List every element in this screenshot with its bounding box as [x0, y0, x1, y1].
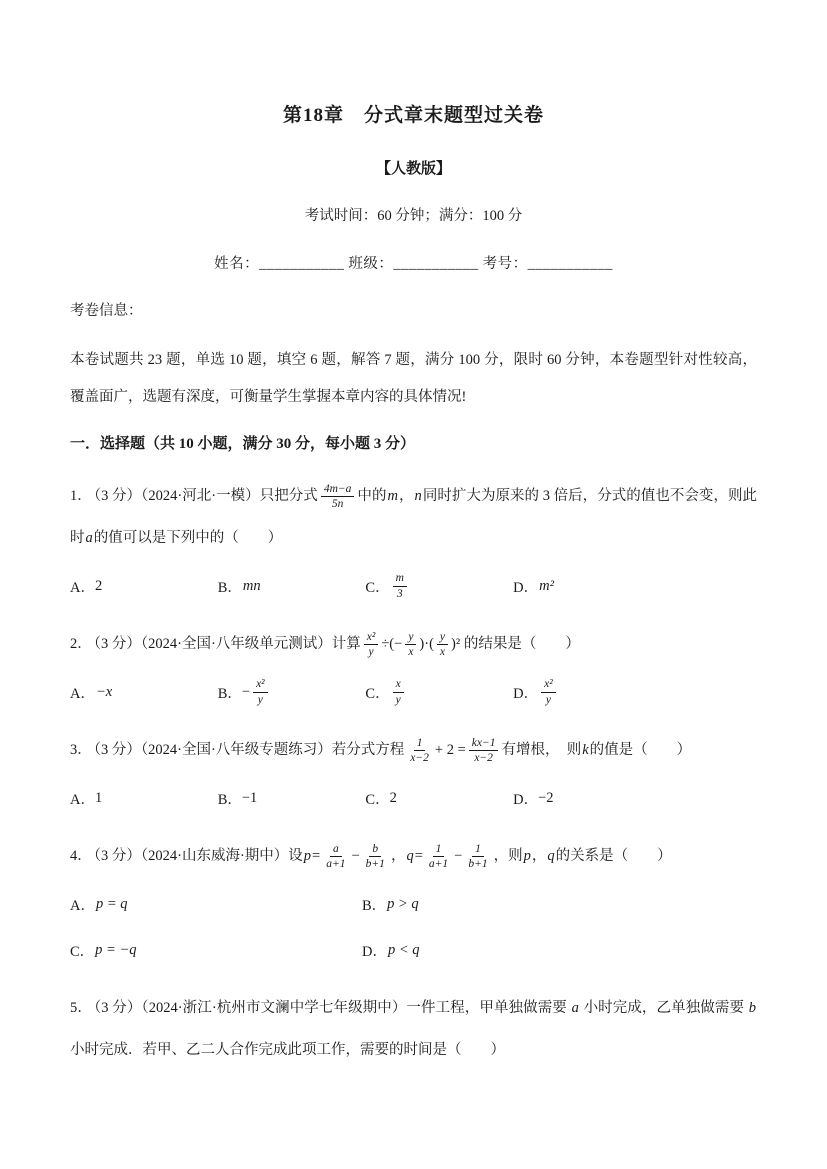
option-label: D．: [361, 943, 387, 960]
option-item: [218, 571, 366, 601]
text-run: 的值可以是下列中的（ ）: [93, 530, 283, 546]
page-title: 第18章 分式章末题型过关卷: [282, 105, 544, 126]
math-expression: k: [582, 742, 589, 758]
exam-no-blank: ___________: [527, 256, 613, 272]
math-expression: mn: [242, 577, 261, 594]
question-item: [70, 475, 757, 601]
option-label: A．: [70, 791, 95, 808]
math-expression: a: [571, 1000, 579, 1016]
exam-info-paragraph: 本卷试题共 23 题，单选 10 题，填空 6 题，解答 7 题，满分 100 分，限时 60 分钟，本卷题型针对性较高，覆盖面广，选题有深度，可衡量学生掌握本章内容的具体情况!: [70, 352, 757, 405]
inline-fraction: $\frac{y}{x}$: [437, 630, 448, 660]
option-item: [365, 783, 513, 813]
text-run: ÷(−: [381, 636, 403, 652]
exam-no-label: 考号：: [482, 256, 528, 272]
question-stem: [70, 623, 757, 665]
inline-fraction: $\frac{\text{x²}}{y}$: [253, 677, 268, 707]
question-stem: [70, 729, 757, 771]
question-number: 1．: [70, 488, 92, 504]
text-run: ，则: [493, 848, 523, 864]
math-expression: a: [85, 530, 93, 546]
math-expression: q: [547, 848, 555, 864]
option-item: [513, 571, 757, 601]
inline-fraction: $\frac{a}{a+1}$: [326, 842, 346, 871]
option-label: D．: [513, 579, 539, 596]
class-blank: ___________: [393, 256, 479, 272]
option-label: B．: [361, 897, 387, 914]
math-expression: p: [303, 848, 312, 864]
text-run: 小时完成．若甲、乙二人合作完成此项工作，需要的时间是（ ）: [70, 1042, 505, 1058]
text-run: )² 的结果是（ ）: [451, 636, 580, 652]
option-label: A．: [70, 897, 95, 914]
edition-label: 【人教版】: [375, 161, 451, 177]
option-item: [70, 889, 362, 919]
math-expression: p: [523, 848, 531, 864]
inline-fraction: $\frac{\text{x²}}{y}$: [541, 677, 556, 707]
text-run: ，: [398, 488, 414, 504]
text-run: 2: [389, 789, 397, 806]
text-run: =: [312, 848, 321, 864]
option-item: [513, 783, 757, 813]
option-item: [70, 783, 218, 813]
math-expression: p > q: [387, 895, 419, 912]
question-item: [70, 835, 757, 965]
question-number: 5．: [70, 1000, 92, 1016]
options-group: [70, 783, 757, 813]
question-number: 2．: [70, 636, 92, 652]
math-expression: m²: [539, 577, 554, 594]
text-run: （3 分）（2024·全国·八年级单元测试）计算: [93, 636, 361, 652]
option-label: B．: [217, 685, 242, 702]
text-run: （3 分）（2024·全国·八年级专题练习）若分式方程: [93, 742, 405, 758]
class-label: 班级：: [348, 256, 394, 272]
options-group: [70, 677, 757, 707]
inline-fraction: $\frac{4m-a}{5n}$: [321, 482, 355, 512]
math-expression: −x: [95, 683, 113, 700]
inline-fraction: $\frac{\text{x²}}{y}$: [364, 630, 379, 660]
inline-fraction: $\frac{x}{y}$: [393, 677, 404, 707]
option-item: [362, 889, 757, 919]
math-expression: p < q: [387, 941, 420, 958]
text-run: （3 分）（2024·山东威海·期中）设: [93, 848, 303, 864]
text-run: )·(: [419, 636, 434, 652]
text-run: −: [241, 683, 251, 700]
question-item: [70, 987, 757, 1071]
options-group: [70, 571, 757, 601]
exam-info-heading: 考卷信息：: [70, 303, 143, 319]
math-expression: b: [748, 1000, 757, 1016]
text-run: 中的: [357, 488, 387, 504]
text-run: 的值是（ ）: [589, 742, 692, 758]
student-fill-line: [70, 252, 757, 273]
option-item: [365, 677, 513, 707]
text-run: 同时扩大为原来的 3 倍后，分式的值也不会变，则此时: [70, 488, 758, 546]
option-label: C．: [365, 579, 390, 596]
question-stem: [70, 475, 757, 559]
question-stem: [70, 987, 757, 1071]
question-stem: [70, 835, 757, 877]
name-blank: ___________: [259, 256, 345, 272]
option-label: D．: [513, 685, 539, 702]
option-item: [513, 677, 757, 707]
text-run: 2: [94, 577, 103, 594]
text-run: ，: [390, 848, 406, 864]
text-run: + 2 =: [434, 742, 466, 758]
inline-fraction: $\frac{y}{x}$: [405, 630, 416, 660]
math-expression: q: [406, 848, 414, 864]
option-label: A．: [70, 685, 95, 702]
option-item: [70, 571, 218, 601]
question-item: [70, 623, 757, 707]
text-run: （3 分）（2024·浙江·杭州市文澜中学七年级期中）一件工程，甲单独做需要: [93, 1000, 571, 1016]
question-item: [70, 729, 757, 813]
options-group: [70, 889, 757, 965]
text-run: ，: [531, 848, 547, 864]
option-item: [218, 783, 366, 813]
question-number: 4．: [70, 848, 92, 864]
inline-fraction: $\frac{b}{b+1}$: [365, 842, 385, 871]
text-run: 1: [94, 789, 103, 806]
text-run: −: [351, 848, 360, 864]
text-run: =: [414, 848, 423, 864]
text-run: 有增根， 则: [501, 742, 582, 758]
option-label: B．: [217, 579, 242, 596]
inline-fraction: $\frac{m}{3}$: [393, 571, 407, 601]
math-expression: p = q: [95, 895, 128, 912]
option-label: C．: [70, 943, 95, 960]
text-run: −2: [538, 789, 554, 806]
inline-fraction: $\frac{1}{b+1}$: [468, 842, 488, 871]
option-item: [362, 935, 757, 965]
questions: [70, 475, 757, 1071]
math-expression: m: [387, 488, 398, 504]
exam-meta-line: 考试时间：60 分钟；满分：100 分: [304, 208, 523, 224]
option-item: [70, 677, 218, 707]
question-number: 3．: [70, 742, 92, 758]
math-expression: p = −q: [95, 941, 137, 958]
option-label: D．: [513, 791, 539, 808]
option-label: A．: [70, 579, 95, 596]
text-run: 的关系是（ ）: [555, 848, 672, 864]
text-run: （3 分）（2024·河北·一模）只把分式: [93, 488, 318, 504]
option-item: [70, 935, 362, 965]
option-label: C．: [365, 685, 390, 702]
math-expression: n: [414, 488, 422, 504]
option-label: B．: [217, 791, 242, 808]
text-run: −1: [241, 789, 258, 806]
name-label: 姓名：: [214, 256, 260, 272]
section-heading-choice: 一．选择题（共 10 小题，满分 30 分，每小题 3 分）: [70, 436, 416, 452]
text-run: 小时完成，乙单独做需要: [579, 1000, 748, 1016]
text-run: −: [454, 848, 463, 864]
option-label: C．: [365, 791, 390, 808]
option-item: [365, 571, 513, 601]
inline-fraction: $\frac{1}{x-2}$: [410, 736, 429, 765]
option-item: [218, 677, 366, 707]
inline-fraction: $\frac{kx-1}{x-2}$: [469, 736, 499, 766]
inline-fraction: $\frac{1}{a+1}$: [428, 842, 449, 871]
